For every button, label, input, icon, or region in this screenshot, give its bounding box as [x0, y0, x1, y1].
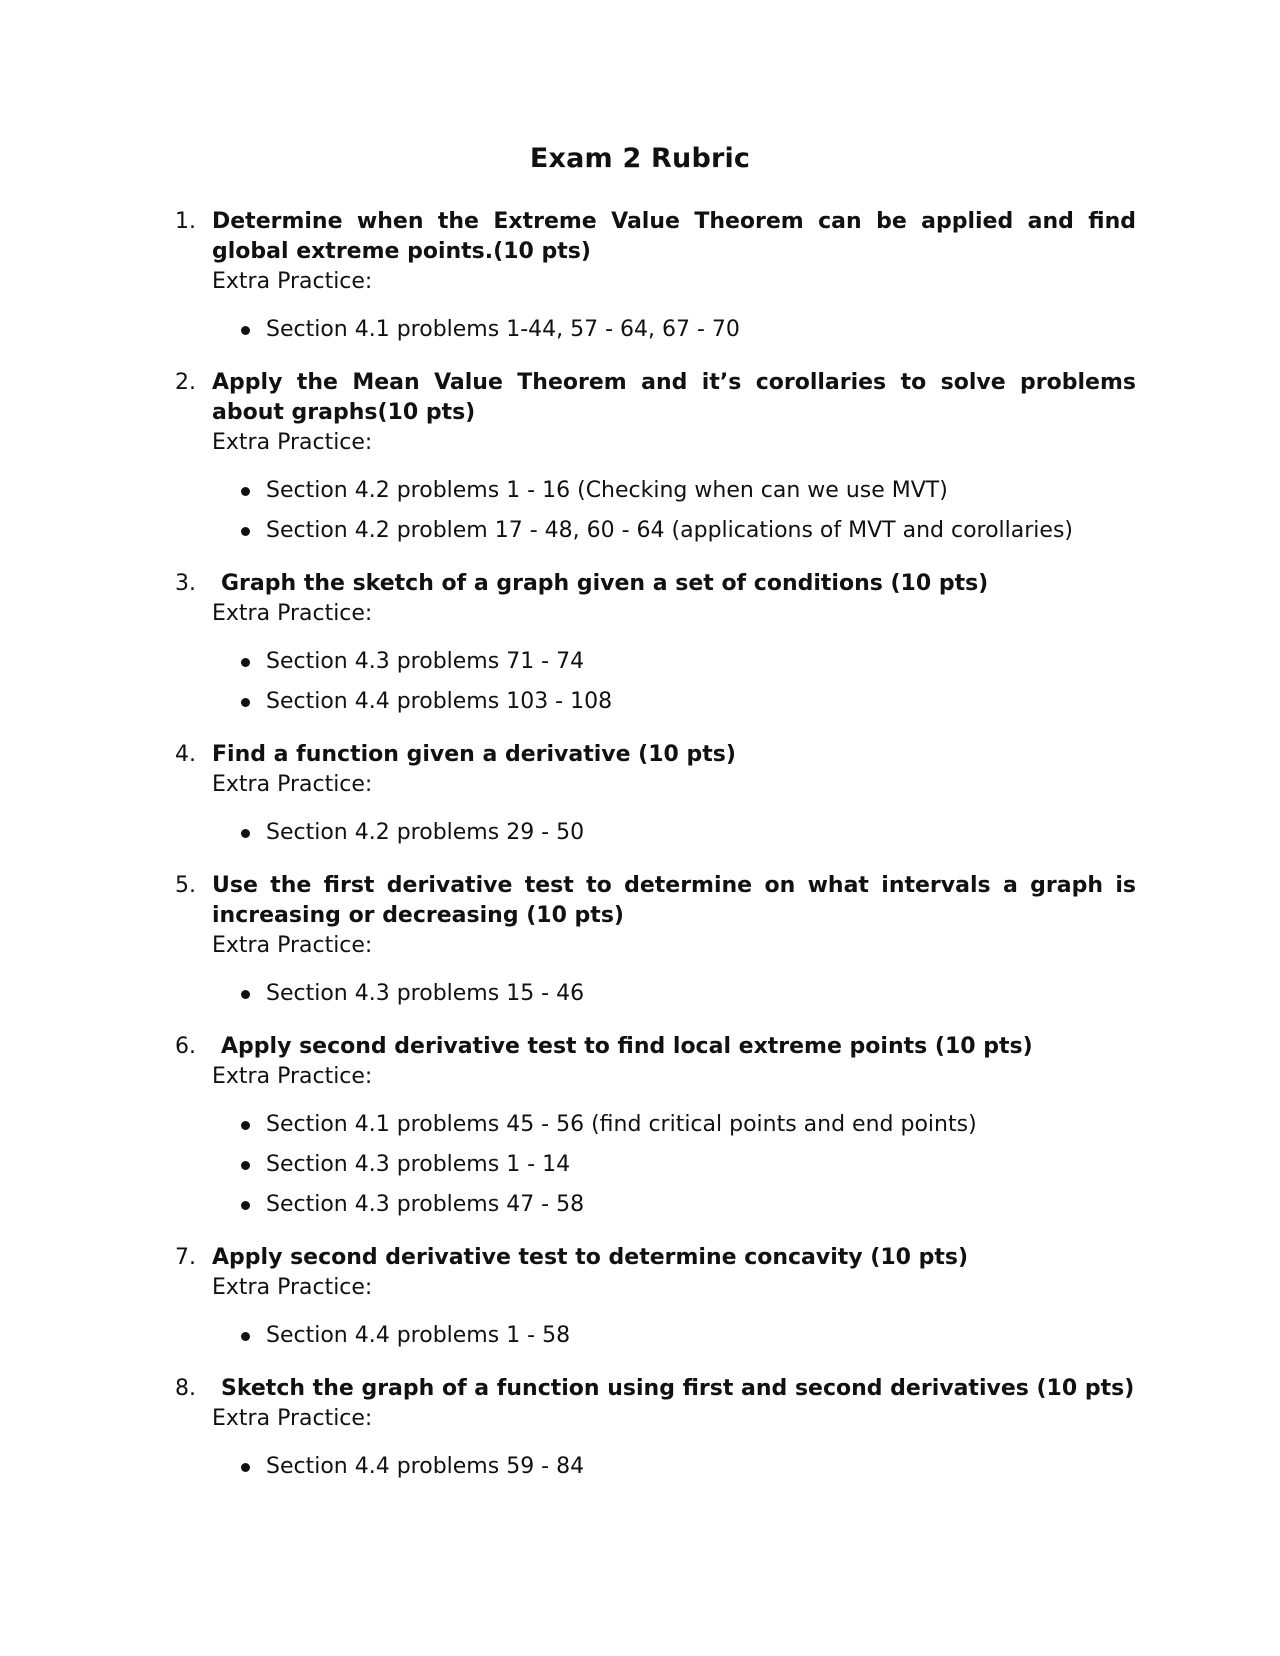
item-number: 8.	[175, 1376, 196, 1401]
practice-item: Section 4.1 problems 45 - 56 (find critical points and end points)	[266, 1110, 1136, 1140]
practice-item: Section 4.2 problems 1 - 16 (Checking when can we use MVT)	[266, 476, 1136, 506]
practice-item: Section 4.3 problems 47 - 58	[266, 1190, 1136, 1220]
rubric-item-3	[175, 569, 1136, 717]
item-heading: Apply the Mean Value Theorem and it’s corollaries to solve problems about graphs(10 pts)	[212, 370, 1136, 425]
practice-list	[212, 1452, 1136, 1482]
bullet-icon	[241, 1332, 250, 1341]
item-heading: Determine when the Extreme Value Theorem can be applied and find global extreme points.(10 pts)	[212, 209, 1136, 264]
page-title: Exam 2 Rubric	[529, 143, 751, 174]
item-number: 7.	[175, 1245, 196, 1270]
practice-list	[212, 979, 1136, 1009]
rubric-item-7	[175, 1243, 1136, 1351]
item-heading: Apply second derivative test to determine concavity (10 pts)	[212, 1245, 969, 1270]
bullet-icon	[241, 1161, 250, 1170]
extra-practice-label: Extra Practice:	[212, 430, 373, 455]
bullet-icon	[241, 527, 250, 536]
item-number: 3.	[175, 571, 196, 596]
item-heading: Sketch the graph of a function using first and second derivatives (10 pts)	[221, 1376, 1135, 1401]
practice-list	[212, 818, 1136, 848]
practice-item: Section 4.4 problems 1 - 58	[266, 1321, 1136, 1351]
practice-list	[212, 476, 1136, 546]
practice-list	[212, 647, 1136, 717]
item-heading: Graph the sketch of a graph given a set of conditions (10 pts)	[221, 571, 989, 596]
practice-item: Section 4.3 problems 15 - 46	[266, 979, 1136, 1009]
item-number: 6.	[175, 1034, 196, 1059]
bullet-icon	[241, 698, 250, 707]
extra-practice-label: Extra Practice:	[212, 933, 373, 958]
practice-item: Section 4.4 problems 103 - 108	[266, 687, 1136, 717]
practice-list	[212, 1321, 1136, 1351]
practice-item: Section 4.4 problems 59 - 84	[266, 1452, 1136, 1482]
practice-list	[212, 315, 1136, 345]
item-number: 4.	[175, 742, 196, 767]
extra-practice-label: Extra Practice:	[212, 1406, 373, 1431]
extra-practice-label: Extra Practice:	[212, 269, 373, 294]
item-heading: Use the first derivative test to determine on what intervals a graph is increasing or decreasing (10 pts)	[212, 873, 1136, 928]
rubric-list	[175, 207, 1136, 1505]
practice-item: Section 4.2 problem 17 - 48, 60 - 64 (applications of MVT and corollaries)	[266, 516, 1136, 546]
practice-item: Section 4.2 problems 29 - 50	[266, 818, 1136, 848]
bullet-icon	[241, 658, 250, 667]
rubric-item-4	[175, 740, 1136, 848]
bullet-icon	[241, 829, 250, 838]
item-heading: Find a function given a derivative (10 pts)	[212, 742, 736, 767]
bullet-icon	[241, 487, 250, 496]
rubric-item-6	[175, 1032, 1136, 1220]
bullet-icon	[241, 1201, 250, 1210]
practice-item: Section 4.3 problems 1 - 14	[266, 1150, 1136, 1180]
extra-practice-label: Extra Practice:	[212, 772, 373, 797]
practice-item: Section 4.3 problems 71 - 74	[266, 647, 1136, 677]
extra-practice-label: Extra Practice:	[212, 601, 373, 626]
rubric-item-8	[175, 1374, 1136, 1482]
item-heading: Apply second derivative test to find local extreme points (10 pts)	[221, 1034, 1033, 1059]
rubric-item-5	[175, 871, 1136, 1009]
practice-list	[212, 1110, 1136, 1220]
bullet-icon	[241, 990, 250, 999]
item-number: 5.	[175, 873, 196, 898]
bullet-icon	[241, 1121, 250, 1130]
extra-practice-label: Extra Practice:	[212, 1275, 373, 1300]
item-number: 1.	[175, 209, 196, 234]
rubric-item-2	[175, 368, 1136, 546]
item-number: 2.	[175, 370, 196, 395]
practice-item: Section 4.1 problems 1-44, 57 - 64, 67 - 70	[266, 315, 1136, 345]
extra-practice-label: Extra Practice:	[212, 1064, 373, 1089]
rubric-item-1	[175, 207, 1136, 345]
bullet-icon	[241, 1463, 250, 1472]
bullet-icon	[241, 326, 250, 335]
